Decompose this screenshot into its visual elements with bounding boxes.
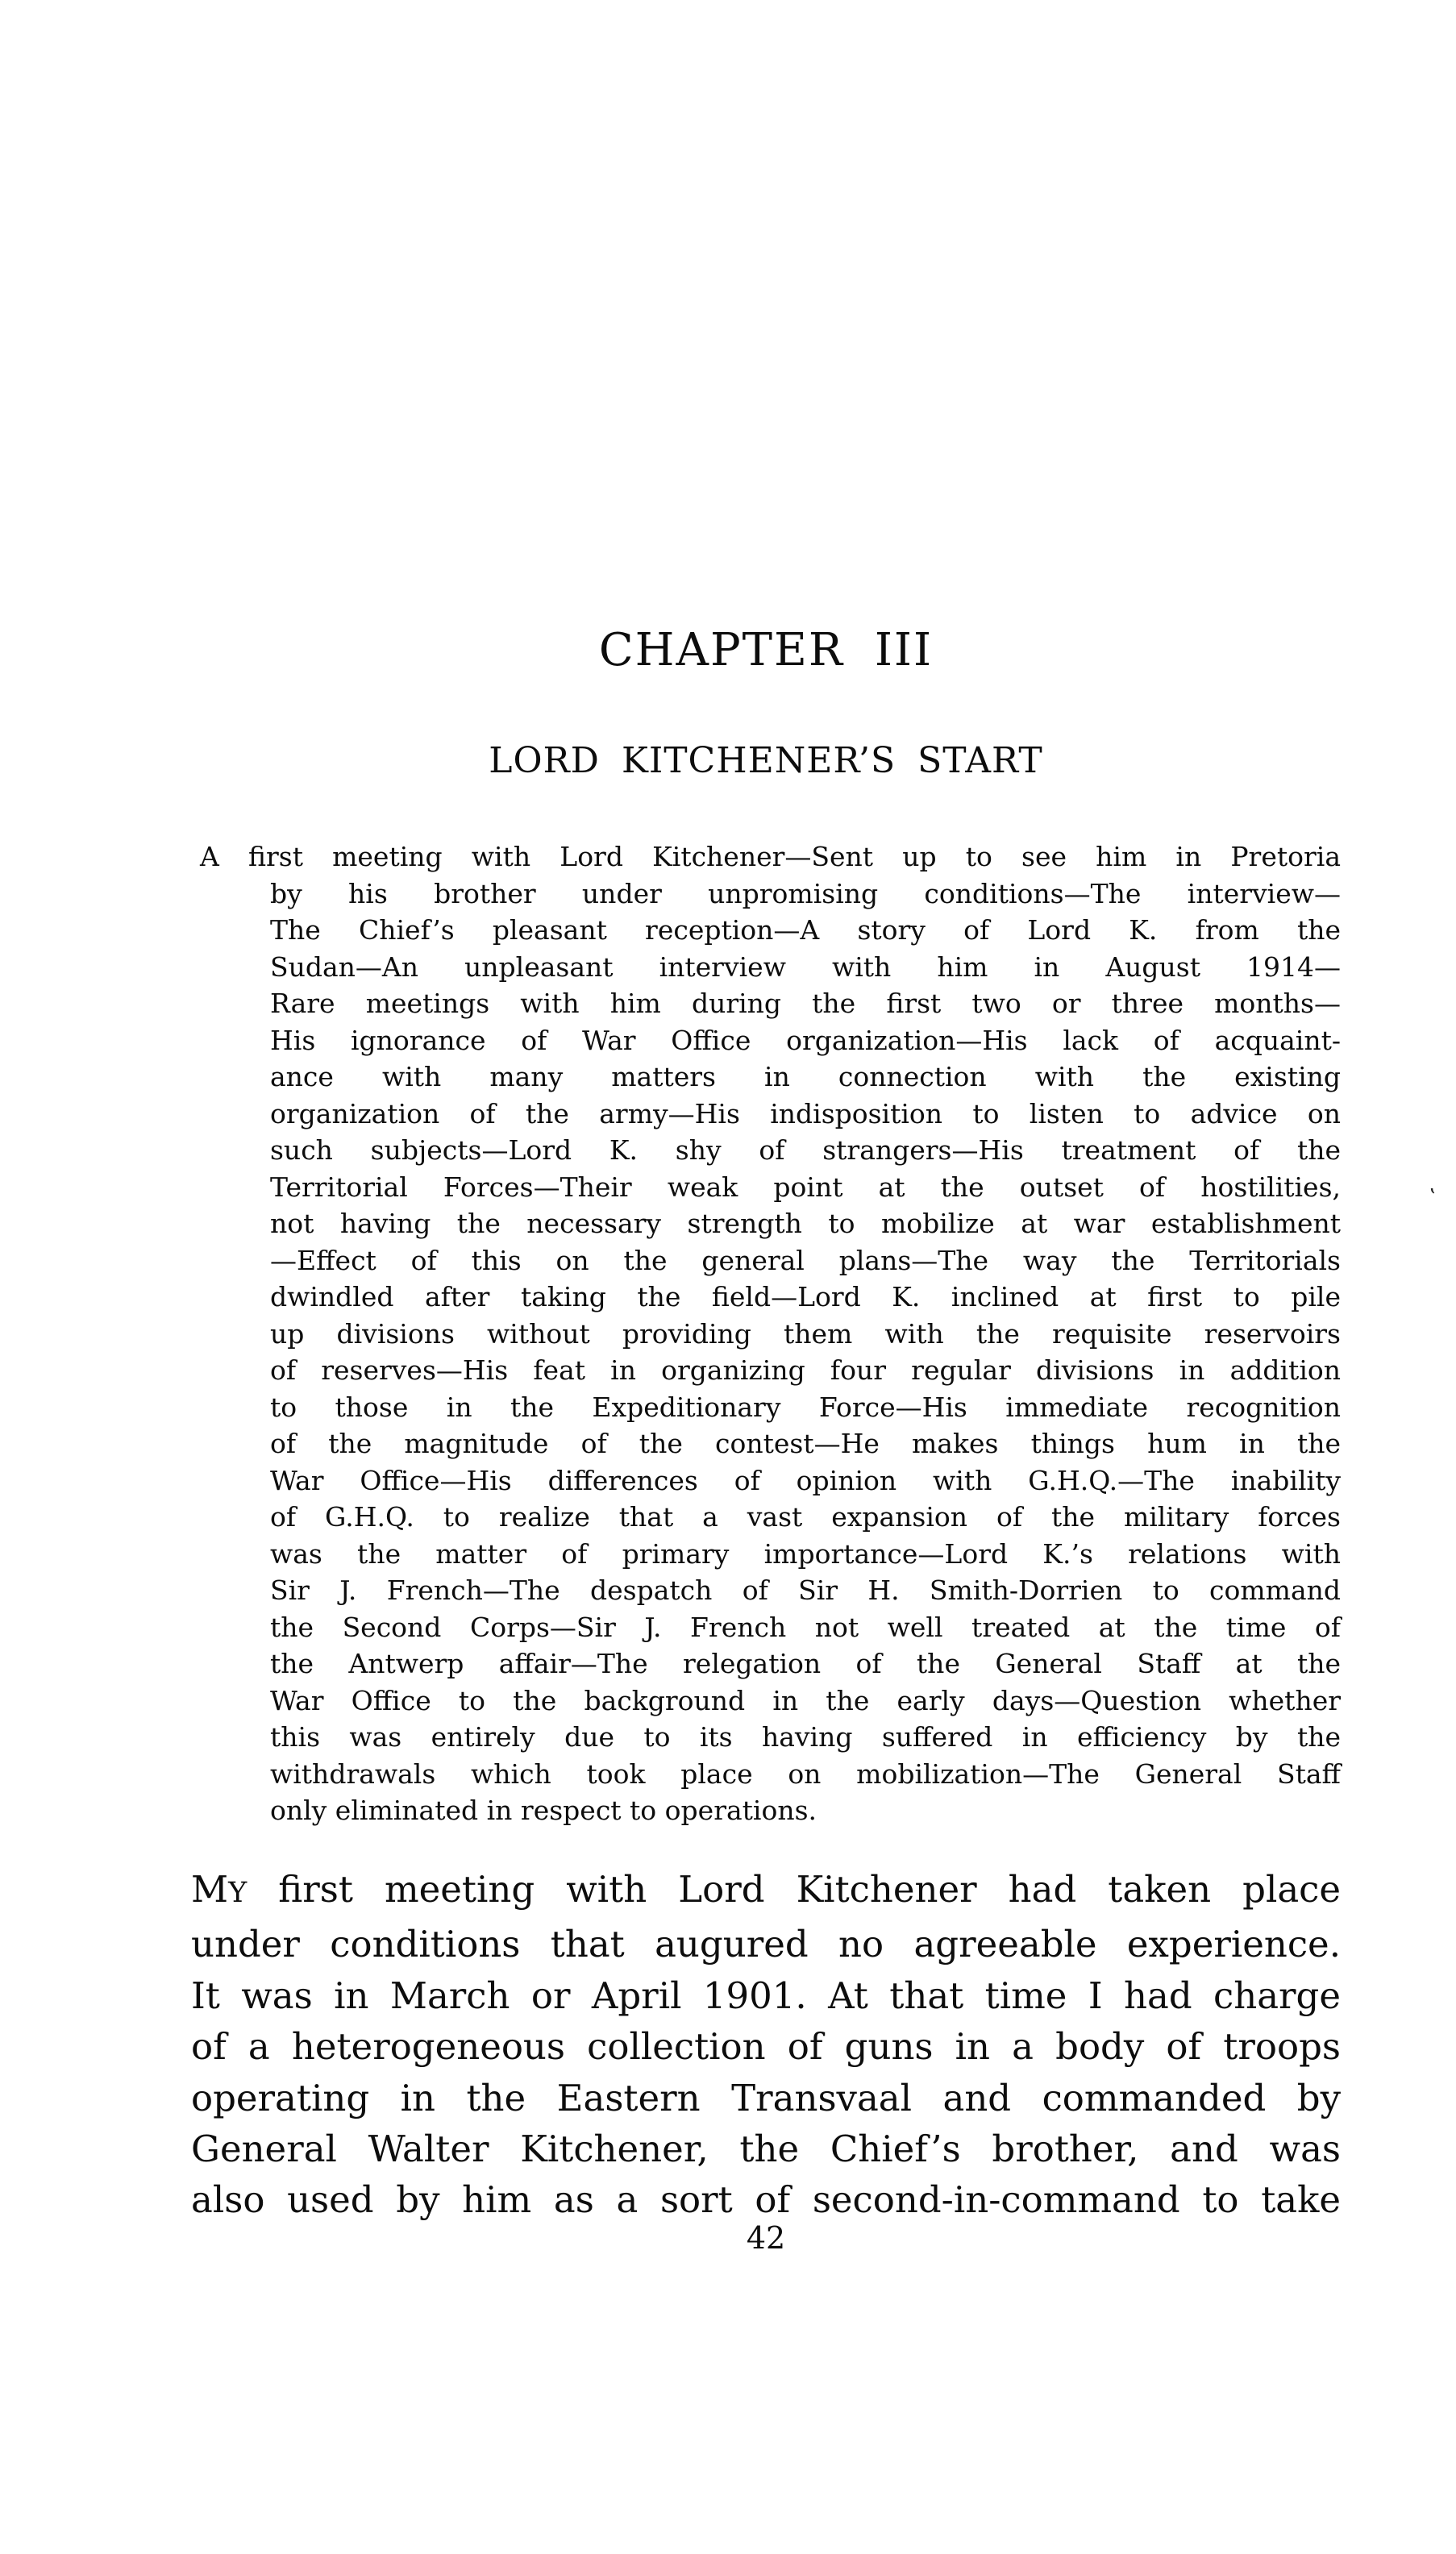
synopsis-line: ance with many matters in connection with the existing <box>270 1061 1341 1092</box>
scan-speck: ‛ <box>1429 1185 1437 1209</box>
chapter-heading: CHAPTER III <box>598 624 934 676</box>
synopsis-line: War Office—His differences of opinion with G.H.Q.—The inability <box>270 1464 1341 1496</box>
text-block <box>191 0 1437 2554</box>
body-line: It was in March or April 1901. At that time I had charge <box>191 1974 1341 2017</box>
synopsis-line: The Chief’s pleasant reception—A story of Lord K. from the <box>270 914 1341 946</box>
synopsis-line: Sudan—An unpleasant interview with him in August 1914— <box>270 950 1341 983</box>
lead-capital: M <box>191 1868 229 1911</box>
synopsis-line: organization of the army—His indisposition to listen to advice on <box>270 1097 1341 1129</box>
synopsis-line: of G.H.Q. to realize that a vast expansion of the military forces <box>270 1501 1341 1533</box>
synopsis-line: Rare meetings with him during the first two or three months— <box>270 988 1341 1019</box>
synopsis-line: up divisions without providing them with the requisite reservoirs <box>270 1317 1341 1350</box>
body-line: under conditions that augured no agreeable experience. <box>191 1923 1341 1966</box>
synopsis-line: War Office to the background in the early days—Question whether <box>270 1684 1341 1716</box>
body-line: also used by him as a sort of second-in-command to take <box>191 2178 1341 2222</box>
synopsis-line: —Effect of this on the general plans—The way the Territorials <box>270 1244 1341 1276</box>
synopsis-line: withdrawals which took place on mobilization—The General Staff <box>270 1757 1341 1790</box>
synopsis-line: Sir J. French—The despatch of Sir H. Smith-Dorrien to command <box>270 1574 1341 1606</box>
body-line: of a heterogeneous collection of guns in a body of troops <box>191 2025 1341 2069</box>
synopsis-line: by his brother under unpromising conditions—The interview— <box>270 877 1341 909</box>
page-number: 42 <box>746 2220 786 2256</box>
synopsis-line: of reserves—His feat in organizing four regular divisions in addition <box>270 1354 1341 1386</box>
synopsis-line: the Second Corps—Sir J. French not well treated at the time of <box>270 1611 1341 1643</box>
synopsis-line: of the magnitude of the contest—He makes things hum in the <box>270 1428 1341 1459</box>
body-line: operating in the Eastern Transvaal and commanded by <box>191 2076 1341 2119</box>
synopsis-line: this was entirely due to its having suffered in efficiency by the <box>270 1721 1341 1753</box>
synopsis-line: the Antwerp affair—The relegation of the General Staff at the <box>270 1648 1341 1679</box>
body-first-line-text: first meeting with Lord Kitchener had taken place <box>247 1868 1341 1911</box>
synopsis-line: His ignorance of War Office organization—His lack of acquaint- <box>270 1024 1341 1056</box>
synopsis-line: A first meeting with Lord Kitchener—Sent up to see him in Pretoria <box>200 841 1341 872</box>
chapter-synopsis <box>200 838 1341 1829</box>
body-lines <box>191 1919 1341 2225</box>
synopsis-line: such subjects—Lord K. shy of strangers—His treatment of the <box>270 1134 1341 1166</box>
synopsis-line: dwindled after taking the field—Lord K. inclined at first to pile <box>270 1281 1341 1312</box>
lead-small-capital: Y <box>228 1877 248 1909</box>
synopsis-line: was the matter of primary importance—Lord K.’s relations with <box>270 1537 1341 1570</box>
synopsis-line: to those in the Expeditionary Force—His immediate recognition <box>270 1391 1341 1423</box>
synopsis-line: Territorial Forces—Their weak point at the outset of hostilities, <box>270 1171 1341 1203</box>
body-first-line <box>191 1864 1341 1919</box>
synopsis-line: not having the necessary strength to mobilize at war establishment <box>270 1208 1341 1239</box>
synopsis-line: only eliminated in respect to operations. <box>270 1795 817 1826</box>
body-line: General Walter Kitchener, the Chief’s brother, and was <box>191 2128 1341 2171</box>
opening-paragraph <box>191 1864 1341 2226</box>
chapter-subtitle: LORD KITCHENER’S START <box>489 740 1043 781</box>
